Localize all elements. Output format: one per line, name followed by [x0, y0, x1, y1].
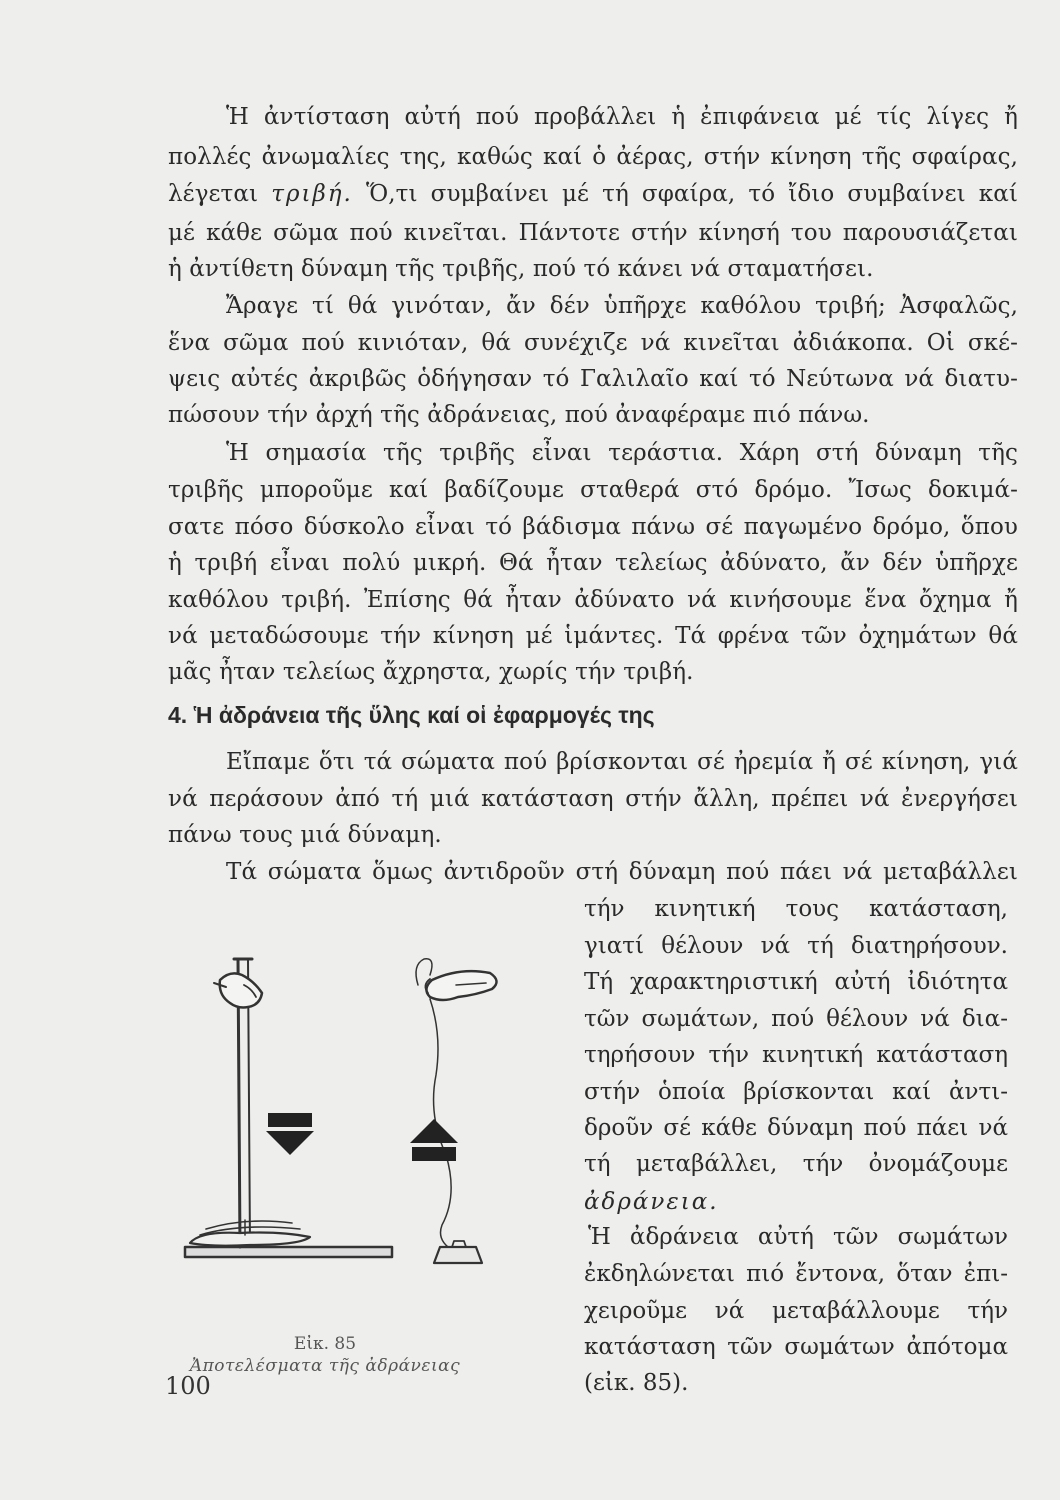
term-emphasis: τριβή. — [271, 181, 353, 207]
hand-right — [426, 971, 496, 1000]
weight-block — [434, 1247, 482, 1263]
figure-inertia-illustration — [160, 945, 580, 1325]
text-line: ἕνα σῶμα πού κινιόταν, θά συνέχιζε νά κινεῖται ἀδιάκοπα. Οἱ σκέ- — [168, 330, 1018, 356]
text-line: Εἴπαμε ὅτι τά σώματα πού βρίσκονται σέ ἠρεμία ἤ σέ κίνηση, γιά — [226, 749, 1018, 775]
page-number: 100 — [165, 1372, 211, 1400]
figure-label: Εἰκ. 85 — [293, 1334, 357, 1354]
text-line: κατάσταση τῶν σωμάτων ἀπότομα — [584, 1334, 1008, 1360]
text-line: μᾶς ἦταν τελείως ἄχρηστα, χωρίς τήν τριβή. — [168, 659, 694, 685]
text-line: νά περάσουν ἀπό τή μιά κατάσταση στήν ἄλλη, πρέπει νά ἐνεργήσει — [168, 786, 1018, 812]
text-line: στήν ὁποία βρίσκονται καί ἀντι- — [584, 1079, 1008, 1105]
text-line: Ἡ ἀντίσταση αὐτή πού προβάλλει ἡ ἐπιφάνεια μέ τίς λίγες ἤ — [226, 104, 1018, 130]
text-line: γιατί θέλουν νά τή διατηρήσουν. — [584, 933, 1008, 959]
text-line: Ἄραγε τί θά γινόταν, ἄν δέν ὑπῆρχε καθόλου τριβή; Ἀσφαλῶς, — [226, 293, 1018, 319]
text-line: Τή χαρακτηριστική αὐτή ἰδιότητα — [584, 969, 1008, 995]
text-line: σατε πόσο δύσκολο εἶναι τό βάδισμα πάνω σέ παγωμένο δρόμο, ὅπου — [168, 514, 1018, 540]
text-line: ἡ ἀντίθετη δύναμη τῆς τριβῆς, πού τό κάνει νά σταματήσει. — [168, 256, 874, 282]
arrow-up-icon — [410, 1119, 458, 1161]
text-line: δροῦν σέ κάθε δύναμη πού πάει νά — [584, 1115, 1008, 1141]
text-line: πώσουν τήν ἀρχή τῆς ἀδράνειας, πού ἀναφέραμε πιό πάνω. — [168, 402, 870, 428]
text-line: ψεις αὐτές ἀκριβῶς ὁδήγησαν τό Γαλιλαῖο καί τό Νεύτωνα νά διατυ- — [168, 366, 1018, 392]
text-line: τριβῆς μποροῦμε καί βαδίζουμε σταθερά στό δρόμο. Ἴσως δοκιμά- — [168, 477, 1018, 503]
figure-caption: Ἀποτελέσματα τῆς ἀδράνειας — [189, 1356, 461, 1376]
text-line: μέ κάθε σῶμα πού κινεῖται. Πάντοτε στήν κίνησή του παρουσιάζεται — [168, 220, 1018, 246]
text-line: πάνω τους μιά δύναμη. — [168, 822, 442, 848]
text-line: τή μεταβάλλει, τήν ὀνομάζουμε — [584, 1151, 1008, 1177]
text-line: νά μεταδώσουμε τήν κίνηση μέ ἱμάντες. Τά φρένα τῶν ὀχημάτων θά — [168, 623, 1018, 649]
text-line: Ἡ ἀδράνεια αὐτή τῶν σωμάτων — [588, 1224, 1008, 1250]
book-stack — [190, 1233, 310, 1246]
section-heading: 4. Ἡ ἀδράνεια τῆς ὕλης καί οἱ ἐφαρμογές της — [168, 702, 655, 728]
text-line: χειροῦμε νά μεταβάλλουμε τήν — [584, 1298, 1008, 1324]
text-line: τήν κινητική τους κατάσταση, — [584, 896, 1008, 922]
text-line: Ἡ σημασία τῆς τριβῆς εἶναι τεράστια. Χάρη στή δύναμη τῆς — [226, 440, 1018, 466]
text-line-with-term — [168, 177, 1018, 211]
text-fragment: λέγεται — [168, 181, 259, 207]
stand-base — [185, 1247, 392, 1257]
text-line: (εἰκ. 85). — [584, 1370, 689, 1396]
term-emphasis-text: ἀδράνεια. — [584, 1189, 719, 1215]
text-line: πολλές ἀνωμαλίες της, καθώς καί ὁ ἀέρας, στήν κίνηση τῆς σφαίρας, — [168, 144, 1018, 170]
hand-left — [220, 973, 262, 1007]
text-line: τῶν σωμάτων, πού θέλουν νά δια- — [584, 1006, 1008, 1032]
text-line: ἡ τριβή εἶναι πολύ μικρή. Θά ἦταν τελείως ἀδύνατο, ἄν δέν ὑπῆρχε — [168, 550, 1018, 576]
text-line: τηρήσουν τήν κινητική κατάσταση — [584, 1042, 1008, 1068]
text-fragment: Ὅ,τι συμβαίνει μέ τή σφαίρα, τό ἴδιο συμβαίνει καί — [365, 181, 1018, 207]
text-line: καθόλου τριβή. Ἐπίσης θά ἦταν ἀδύνατο νά κινήσουμε ἕνα ὄχημα ἤ — [168, 587, 1018, 613]
arrow-down-icon — [266, 1113, 314, 1155]
text-line: ἐκδηλώνεται πιό ἔντονα, ὅταν ἐπι- — [584, 1261, 1008, 1287]
text-line: Τά σώματα ὅμως ἀντιδροῦν στή δύναμη πού πάει νά μεταβάλλει — [226, 859, 1018, 885]
term-emphasis — [584, 1185, 1008, 1219]
